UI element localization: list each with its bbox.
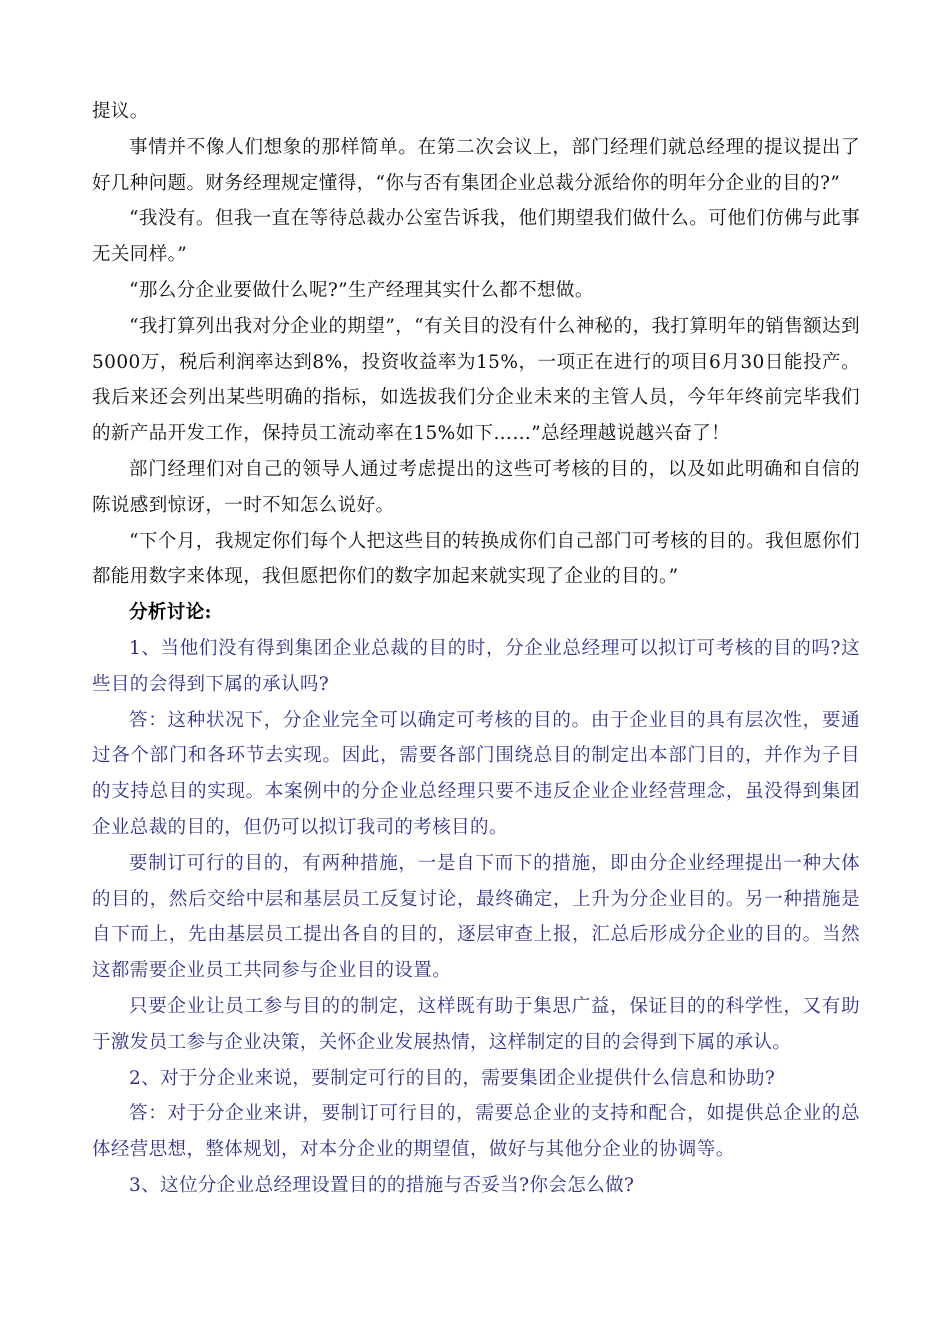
question-3: 3、这位分企业总经理设置目的的措施与否妥当?你会怎么做? xyxy=(129,1174,635,1196)
answer-1: 答：这种状况下，分企业完全可以确定可考核的目的。由于企业目的具有层次性，要通过各个部门和各环节去实现。因此，需要各部门围绕总目的制定出本部门目的，并作为子目的支持总目的实现。本案例中的分企业总经理只要不违反企业企业经营理念，虽没得到集团企业总裁的目的，但仍可以拟订我司的考核目的。 xyxy=(92,709,860,838)
paragraph-proposal-end: 提议。 xyxy=(92,101,149,122)
paragraph-gm-expectations: “我打算列出我对分企业的期望”，“有关目的没有什么神秘的，我打算明年的销售额达到5000万，税后利润率达到8%，投资收益率为15%，一项正在进行的项目6月30日能投产。我后来还会列出某些明确的指标，如选拔我们分企业未来的主管人员，今年年终前完毕我们的新产品开发工作，保持员工流动率在15%如下……”总经理越说越兴奋了！ xyxy=(92,315,860,445)
section-heading-analysis: 分析讨论: xyxy=(129,602,212,624)
answer-2: 答：对于分企业来讲，要制订可行目的，需要总企业的支持和配合，如提供总企业的总体经营思想，整体规划，对本分企业的期望值，做好与其他分企业的协调等。 xyxy=(92,1103,860,1161)
paragraph-gm-reply: “我没有。但我一直在等待总裁办公室告诉我，他们期望我们做什么。可他们仿佛与此事无关同样。” xyxy=(92,208,860,266)
question-1: 1、当他们没有得到集团企业总裁的目的时，分企业总经理可以拟订可考核的目的吗?这些目的会得到下属的承认吗? xyxy=(92,637,860,695)
answer-1-participation: 只要企业让员工参与目的的制定，这样既有助于集思广益，保证目的的科学性，又有助于激发员工参与企业决策，关怀企业发展热情，这样制定的目的会得到下属的承认。 xyxy=(92,995,860,1053)
paragraph-managers-surprised: 部门经理们对自己的领导人通过考虑提出的这些可考核的目的，以及如此明确和自信的陈说感到惊讶，一时不知怎么说好。 xyxy=(92,458,860,516)
document-page xyxy=(92,94,860,1204)
paragraph-second-meeting: 事情并不像人们想象的那样简单。在第二次会议上，部门经理们就总经理的提议提出了好几种问题。财务经理规定懂得，“你与否有集团企业总裁分派给你的明年分企业的目的?” xyxy=(92,136,860,194)
question-2: 2、对于分企业来说，要制定可行的目的，需要集团企业提供什么信息和协助? xyxy=(129,1067,776,1089)
paragraph-production-manager: “那么分企业要做什么呢?”生产经理其实什么都不想做。 xyxy=(129,279,594,301)
paragraph-next-month: “下个月，我规定你们每个人把这些目的转换成你们自己部门可考核的目的。我但愿你们都能用数字来体现，我但愿把你们的数字加起来就实现了企业的目的。” xyxy=(92,530,860,588)
answer-1-methods: 要制订可行的目的，有两种措施，一是自下而下的措施，即由分企业经理提出一种大体的目的，然后交给中层和基层员工反复讨论，最终确定，上升为分企业目的。另一种措施是自下而上，先由基层员工提出各自的目的，逐层审查上报，汇总后形成分企业的目的。当然这都需要企业员工共同参与企业目的设置。 xyxy=(92,852,860,982)
